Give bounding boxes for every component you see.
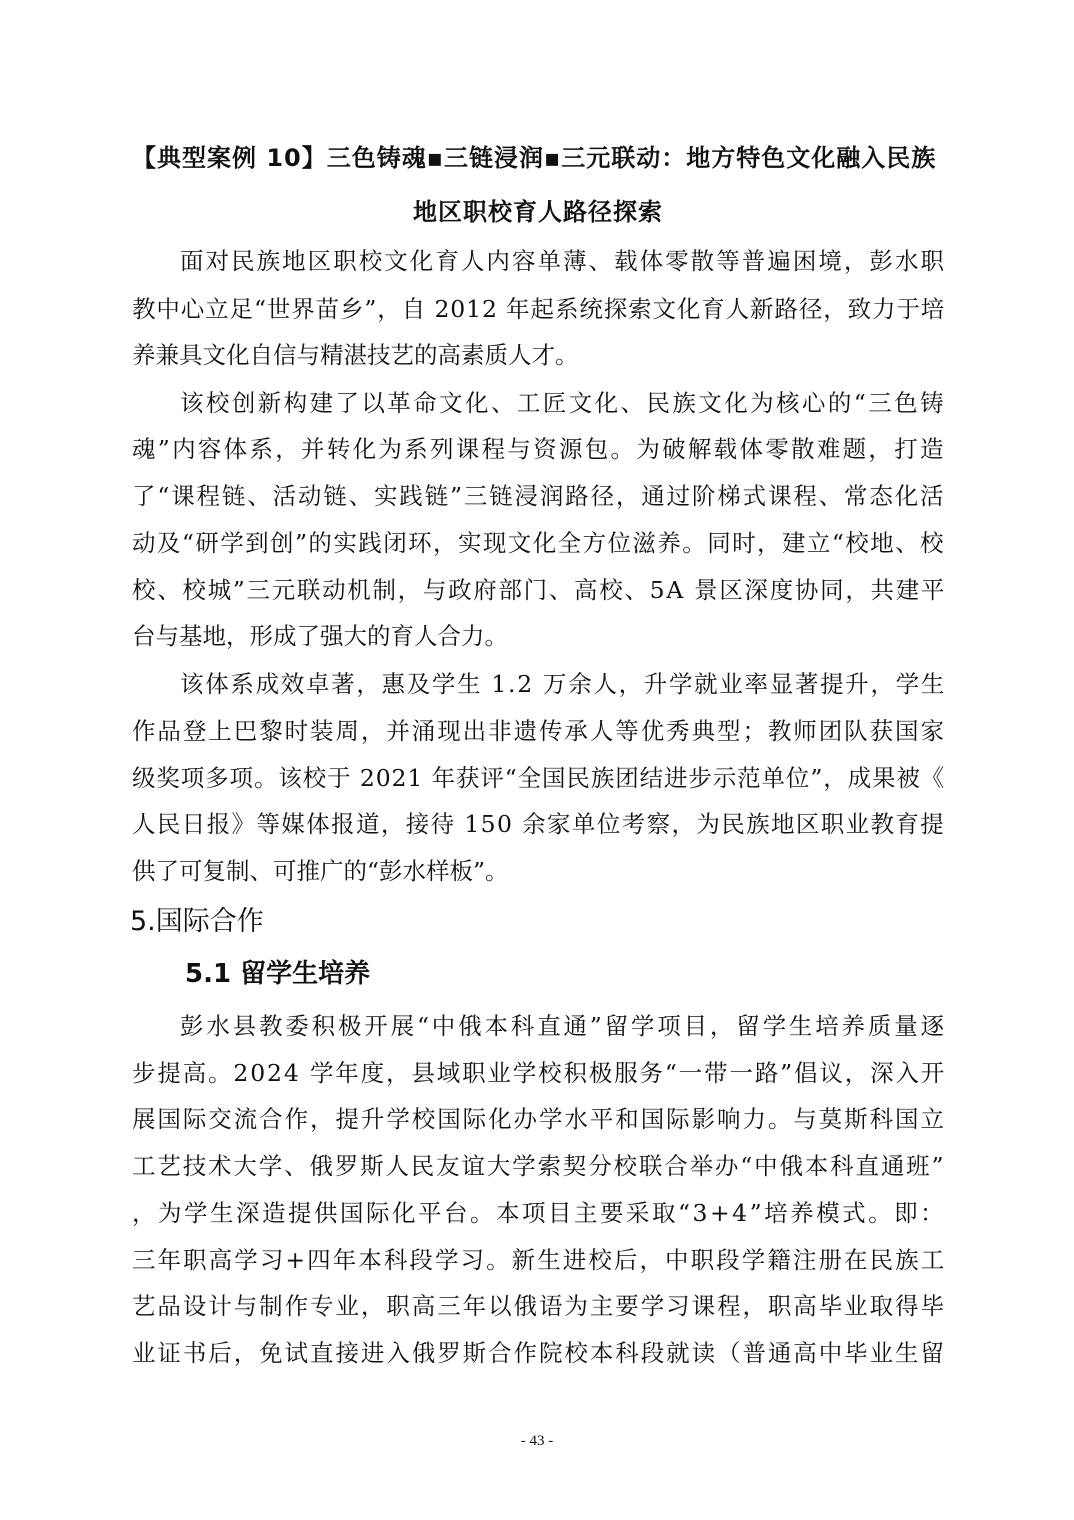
paragraph-line: 面对民族地区职校文化育人内容单薄、载体零散等普遍困境，彭水职 bbox=[180, 247, 947, 275]
paragraph-line: 台与基地，形成了强大的育人合力。 bbox=[132, 622, 508, 650]
paragraph-line: 校、校城”三元联动机制，与政府部门、高校、5A 景区深度协同，共建平 bbox=[132, 576, 947, 604]
paragraph-line: 魂”内容体系，并转化为系列课程与资源包。为破解载体零散难题，打造 bbox=[132, 435, 946, 463]
paragraph-line: 级奖项多项。该校于 2021 年获评“全国民族团结进步示范单位”，成果被《 bbox=[132, 764, 946, 792]
page-number: - 43 - bbox=[520, 1433, 554, 1449]
paragraph-line: 展国际交流合作，提升学校国际化办学水平和国际影响力。与莫斯科国立 bbox=[132, 1105, 946, 1133]
paragraph-line: 三年职高学习+四年本科段学习。新生进校后，中职段学籍注册在民族工 bbox=[132, 1246, 947, 1274]
paragraph-line: 作品登上巴黎时装周，并涌现出非遗传承人等优秀典型；教师团队获国家 bbox=[132, 717, 946, 745]
paragraph-line: 业证书后，免试直接进入俄罗斯合作院校本科段就读（普通高中毕业生留 bbox=[132, 1339, 946, 1367]
case-title-line-1: 【典型案例 10】三色铸魂▪三链浸润▪三元联动：地方特色文化融入民族 bbox=[132, 144, 937, 172]
paragraph-line: 步提高。2024 学年度，县域职业学校积极服务“一带一路”倡议，深入开 bbox=[132, 1059, 947, 1087]
paragraph-line: ，为学生深造提供国际化平台。本项目主要采取“3+4”培养模式。即： bbox=[132, 1199, 947, 1227]
paragraph-line: 了“课程链、活动链、实践链”三链浸润路径，通过阶梯式课程、常态化活 bbox=[132, 482, 946, 510]
paragraph-line: 教中心立足“世界苗乡”，自 2012 年起系统探索文化育人新路径，致力于培 bbox=[132, 295, 946, 323]
paragraph-line: 人民日报》等媒体报道，接待 150 余家单位考察，为民族地区职业教育提 bbox=[132, 810, 946, 838]
case-title-line-2: 地区职校育人路径探索 bbox=[413, 198, 663, 226]
paragraph-line: 动及“研学到创”的实践闭环，实现文化全方位滋养。同时，建立“校地、校 bbox=[132, 529, 945, 557]
paragraph-line: 该校创新构建了以革命文化、工匠文化、民族文化为核心的“三色铸 bbox=[180, 389, 946, 417]
paragraph-line: 养兼具文化自信与精湛技艺的高素质人才。 bbox=[132, 341, 579, 369]
paragraph-line: 工艺技术大学、俄罗斯人民友谊大学索契分校联合举办“中俄本科直通班” bbox=[132, 1152, 946, 1180]
paragraph-line: 彭水县教委积极开展“中俄本科直通”留学项目，留学生培养质量逐 bbox=[180, 1012, 947, 1040]
paragraph-line: 供了可复制、可推广的“彭水样板”。 bbox=[132, 857, 509, 885]
subsection-heading: 5.1 留学生培养 bbox=[185, 959, 371, 989]
paragraph-line: 艺品设计与制作专业，职高三年以俄语为主要学习课程，职高毕业取得毕 bbox=[132, 1292, 946, 1320]
paragraph-line: 该体系成效卓著，惠及学生 1.2 万余人，升学就业率显著提升，学生 bbox=[180, 670, 947, 698]
section-heading: 5.国际合作 bbox=[130, 906, 264, 937]
